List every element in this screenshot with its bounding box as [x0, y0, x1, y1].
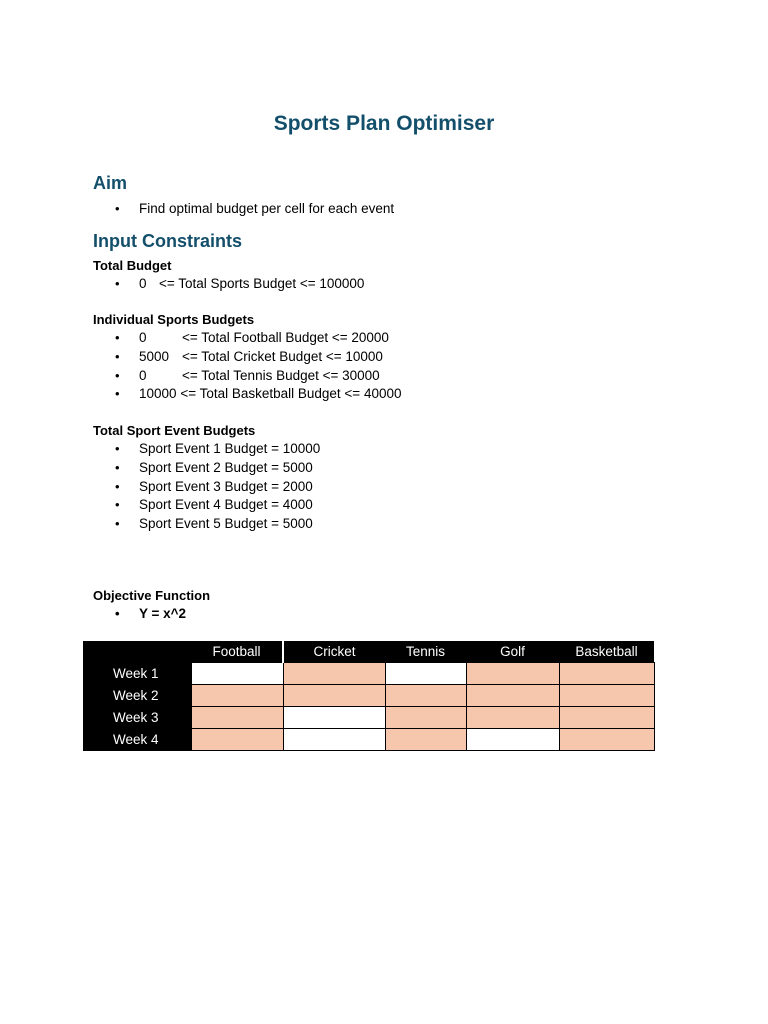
aim-heading: Aim [93, 173, 128, 193]
constraints-heading: Input Constraints [93, 231, 242, 251]
objective-heading: Objective Function [93, 588, 211, 603]
list-item: • Sport Event 4 Budget = 4000 [93, 496, 320, 515]
individual-budgets-heading: Individual Sports Budgets [93, 312, 255, 327]
row-label: Week 1 [83, 663, 191, 685]
list-item [93, 367, 402, 386]
lower-bound: 0 [139, 276, 147, 291]
row-label: Week 4 [83, 729, 191, 751]
lower-bound: 0 [139, 330, 147, 345]
grid-cell[interactable] [466, 663, 559, 685]
page-title: Sports Plan Optimiser [273, 112, 495, 135]
column-header: Football [191, 641, 283, 663]
column-header: Golf [466, 641, 559, 663]
list-item: • Y = x^2 [93, 605, 186, 624]
total-budget-heading: Total Budget [93, 258, 172, 273]
event-budgets-heading: Total Sport Event Budgets [93, 423, 256, 438]
table-row [83, 663, 654, 685]
grid-header-row [83, 641, 654, 663]
grid-cell[interactable] [559, 729, 654, 751]
lower-bound: 10000 [139, 386, 177, 402]
total-budget-list [93, 275, 364, 294]
grid-cell[interactable] [191, 663, 283, 685]
grid-cell[interactable] [466, 729, 559, 751]
grid-cell[interactable] [559, 707, 654, 729]
row-label: Week 3 [83, 707, 191, 729]
list-item [93, 385, 402, 404]
constraint-text: <= Total Tennis Budget <= 30000 [182, 367, 380, 383]
column-header: Basketball [559, 641, 654, 663]
grid-cell[interactable] [559, 685, 654, 707]
aim-list [93, 200, 394, 219]
grid-cell[interactable] [385, 707, 466, 729]
constraint-text: <= Total Basketball Budget <= 40000 [180, 386, 402, 402]
event-budgets-list [93, 440, 320, 534]
table-row [83, 729, 654, 751]
constraint-text: <= Total Sports Budget <= 100000 [159, 276, 365, 291]
table-row [83, 685, 654, 707]
grid-cell[interactable] [466, 707, 559, 729]
column-header: Cricket [283, 641, 385, 663]
grid-cell[interactable] [283, 729, 385, 751]
constraint-text: <= Total Football Budget <= 20000 [182, 330, 389, 345]
table-row [83, 707, 654, 729]
list-item: • Sport Event 3 Budget = 2000 [93, 478, 320, 497]
grid-cell[interactable] [283, 663, 385, 685]
grid-corner [83, 641, 191, 663]
lower-bound: 0 [139, 367, 147, 383]
list-item [93, 348, 402, 367]
grid-cell[interactable] [191, 685, 283, 707]
grid-cell[interactable] [466, 685, 559, 707]
grid-cell[interactable] [385, 685, 466, 707]
list-item: • Sport Event 5 Budget = 5000 [93, 515, 320, 534]
column-header: Tennis [385, 641, 466, 663]
list-item [93, 275, 364, 294]
grid-cell[interactable] [385, 663, 466, 685]
list-item: • Find optimal budget per cell for each event [93, 200, 394, 219]
list-item [93, 329, 402, 348]
list-item: • Sport Event 1 Budget = 10000 [93, 440, 320, 459]
objective-list [93, 605, 186, 624]
grid-cell[interactable] [283, 707, 385, 729]
row-label: Week 2 [83, 685, 191, 707]
grid-cell[interactable] [191, 707, 283, 729]
grid-cell[interactable] [559, 663, 654, 685]
lower-bound: 5000 [139, 348, 170, 364]
grid-cell[interactable] [191, 729, 283, 751]
schedule-grid [83, 641, 655, 751]
grid-cell[interactable] [283, 685, 385, 707]
individual-budgets-list [93, 329, 402, 404]
list-item: • Sport Event 2 Budget = 5000 [93, 459, 320, 478]
grid-cell[interactable] [385, 729, 466, 751]
constraint-text: <= Total Cricket Budget <= 10000 [182, 348, 383, 364]
